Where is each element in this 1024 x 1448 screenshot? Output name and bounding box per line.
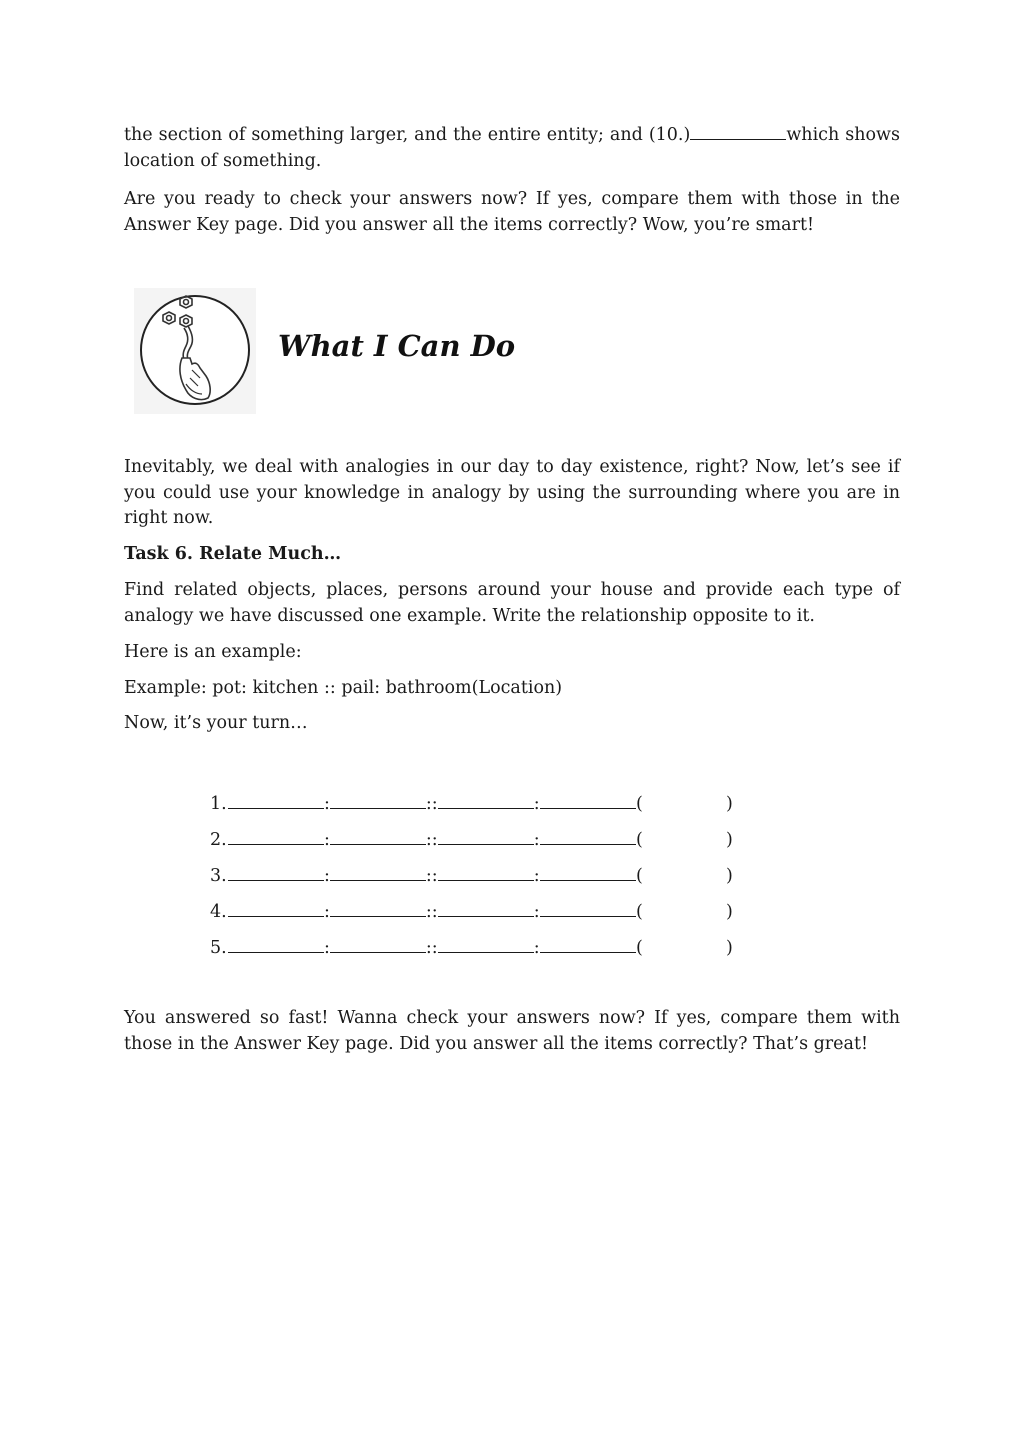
intro-text-after: which shows location of something. [124,125,901,171]
colon-separator: : [533,794,540,814]
answer-blank[interactable] [438,862,534,881]
answer-list [210,790,750,970]
colon-separator: : [324,830,330,850]
example-text: Example: pot: kitchen :: pail: bathroom(Location) [124,678,563,698]
relationship-open-paren: ( [636,938,643,958]
relationship-close-paren: ) [726,902,733,922]
answer-row-4 [210,898,750,934]
relationship-open-paren: ( [636,830,643,850]
colon-separator: : [533,902,540,922]
task-instructions: Find related objects, places, persons around your house and provide each type of analogy we have discussed one example. Write the relationship opposite to it. [124,580,900,626]
double-colon-separator: :: [425,938,438,958]
answer-number: 3. [210,866,227,886]
example-intro: Here is an example: [124,642,302,662]
answer-blank[interactable] [330,862,426,881]
answer-blank[interactable] [330,898,426,917]
intro-text: the section of something larger, and the entire entity; and (10.) [124,125,691,145]
answer-blank[interactable] [540,934,636,953]
intro-paragraph [124,122,900,174]
answer-blank[interactable] [438,790,534,809]
answer-number: 1. [210,794,227,814]
answer-blank[interactable] [228,862,324,881]
answer-blank[interactable] [228,934,324,953]
answer-number: 2. [210,830,227,850]
relationship-open-paren: ( [636,902,643,922]
final-check-paragraph: You answered so fast! Wanna check your answers now? If yes, compare them with those in the Answer Key page. Did you answer all the items correctly? That’s great! [124,1008,900,1054]
answer-blank[interactable] [540,790,636,809]
turn-prompt: Now, it’s your turn… [124,713,308,733]
relationship-close-paren: ) [726,830,733,850]
answer-blank[interactable] [540,898,636,917]
answer-blank[interactable] [330,826,426,845]
answer-number: 4. [210,902,227,922]
double-colon-separator: :: [425,902,438,922]
relationship-close-paren: ) [726,866,733,886]
section-title: What I Can Do [278,329,516,363]
relationship-open-paren: ( [636,794,643,814]
answer-blank[interactable] [438,898,534,917]
answer-blank[interactable] [228,790,324,809]
analogy-intro-paragraph: Inevitably, we deal with analogies in our day to day existence, right? Now, let’s see if you could use your knowledge in analogy by using the surrounding where you are in right now. [124,457,900,528]
answer-blank[interactable] [540,862,636,881]
answer-row-1 [210,790,750,826]
relationship-close-paren: ) [726,938,733,958]
colon-separator: : [533,830,540,850]
answer-blank-10[interactable] [690,122,786,140]
answer-row-3 [210,862,750,898]
double-colon-separator: :: [425,830,438,850]
double-colon-separator: :: [425,794,438,814]
answer-row-2 [210,826,750,862]
answer-blank[interactable] [330,934,426,953]
task-title: Task 6. Relate Much… [124,544,342,564]
section-heading [134,288,654,414]
check-answers-paragraph: Are you ready to check your answers now? If yes, compare them with those in the Answer Key page. Did you answer all the items correctly? Wow, you’re smart! [124,189,900,235]
hand-holding-nuts-icon [134,288,256,414]
answer-blank[interactable] [540,826,636,845]
answer-row-5 [210,934,750,970]
colon-separator: : [324,938,330,958]
colon-separator: : [324,902,330,922]
relationship-close-paren: ) [726,794,733,814]
answer-blank[interactable] [330,790,426,809]
colon-separator: : [533,938,540,958]
answer-blank[interactable] [438,826,534,845]
colon-separator: : [324,866,330,886]
colon-separator: : [533,866,540,886]
answer-blank[interactable] [228,826,324,845]
colon-separator: : [324,794,330,814]
answer-blank[interactable] [438,934,534,953]
answer-number: 5. [210,938,227,958]
answer-blank[interactable] [228,898,324,917]
relationship-open-paren: ( [636,866,643,886]
double-colon-separator: :: [425,866,438,886]
